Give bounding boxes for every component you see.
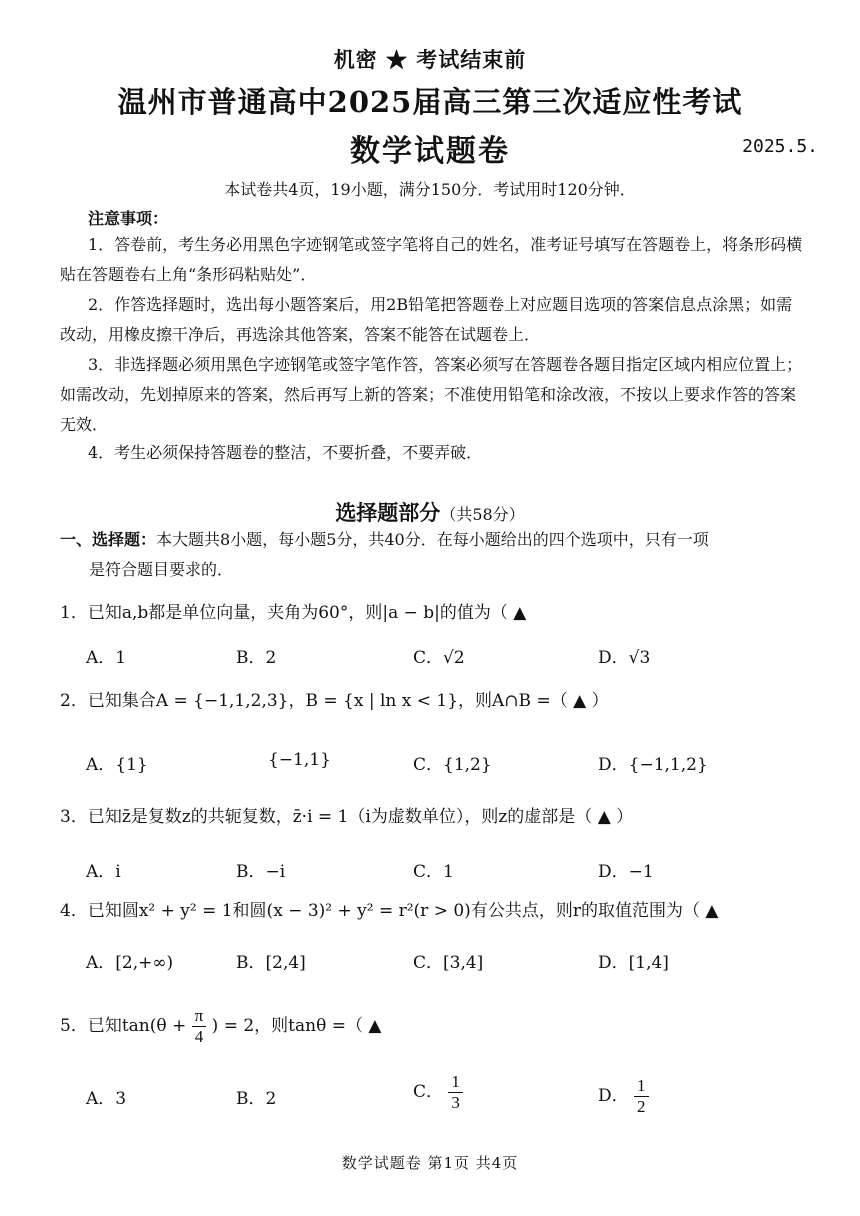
- question-5-option-c-fraction: [448, 1072, 463, 1113]
- note-item-1: 1．答卷前，考生务必用黑色字迹钢笔或签字笔将自己的姓名，准考证号填写在答题卷上，将条形码横贴在答题卷右上角“条形码粘贴处”．: [60, 235, 803, 284]
- question-5-option-c: [413, 1072, 463, 1113]
- question-5-option-c-label: C．: [413, 1082, 444, 1102]
- exam-subtitle: 数学试题卷: [350, 134, 510, 169]
- section-title: [0, 497, 860, 527]
- exam-title: 温州市普通高中2025届高三第三次适应性考试: [117, 85, 743, 119]
- question-2-stem: 2．已知集合A = {−1,1,2,3}，B = {x | ln x < 1}，则A∩B =（ ▲ ）: [60, 691, 609, 711]
- exam-date: 2025.5.: [742, 136, 818, 157]
- note-item-2: 2．作答选择题时，选出每小题答案后，用2B铅笔把答题卷上对应题目选项的答案信息点涂黑；如需改动，用橡皮擦干净后，再选涂其他答案，答案不能答在试题卷上．: [60, 295, 793, 344]
- question-3-option-d: D．−1: [598, 862, 654, 882]
- question-2-option-c: C．{1,2}: [413, 755, 492, 775]
- question-4-option-d: D．[1,4]: [598, 953, 669, 973]
- note-item-4: 4．考生必须保持答题卷的整洁，不要折叠，不要弄破．: [88, 443, 483, 462]
- question-5-option-d-denominator: 2: [637, 1097, 646, 1116]
- question-5-option-c-denominator: 3: [451, 1093, 460, 1112]
- question-5-stem-post: ) = 2，则tanθ =（ ▲: [211, 1016, 382, 1036]
- question-5-option-c-numerator: 1: [448, 1072, 463, 1093]
- exam-intro: 本试卷共4页，19小题，满分150分．考试用时120分钟．: [224, 180, 636, 199]
- question-5-fraction: [192, 1006, 207, 1047]
- question-5-option-a: A．3: [86, 1089, 127, 1109]
- question-1-option-b: B．2: [236, 648, 277, 668]
- question-1-stem: 1．已知a,b都是单位向量，夹角为60°，则|a − b|的值为（ ▲: [60, 603, 527, 623]
- question-5-fraction-denominator: 4: [194, 1027, 204, 1046]
- question-5-option-d-label: D．: [598, 1086, 629, 1106]
- part-heading: [60, 525, 810, 585]
- question-2-option-a: A．{1}: [86, 755, 148, 775]
- question-4-option-c: C．[3,4]: [413, 953, 484, 973]
- confidential-notice: 机密 ★ 考试结束前: [333, 47, 527, 72]
- question-1-option-c: C．√2: [413, 648, 465, 668]
- question-2-option-b: {−1,1}: [268, 750, 331, 770]
- section-score: （共58分）: [440, 505, 525, 524]
- question-5-fraction-numerator: π: [192, 1006, 207, 1027]
- question-3-stem: 3．已知z̄是复数z的共轭复数，z̄·i = 1（i为虚数单位），则z的虚部是（ ▲ ）: [60, 807, 634, 827]
- question-4-stem: 4．已知圆x² + y² = 1和圆(x − 3)² + y² = r²(r > 0)有公共点，则r的取值范围为（ ▲: [60, 901, 719, 921]
- page-footer: 数学试题卷 第1页 共4页: [341, 1154, 519, 1172]
- question-4-option-a: A．[2,+∞): [86, 953, 174, 973]
- question-5-stem-pre: 5．已知tan(θ +: [60, 1016, 187, 1036]
- question-3-option-b: B．−i: [236, 862, 286, 882]
- question-2-option-d: D．{−1,1,2}: [598, 755, 708, 775]
- question-1-option-d: D．√3: [598, 648, 651, 668]
- question-3-option-a: A．i: [86, 862, 121, 882]
- question-5-option-d-numerator: 1: [634, 1076, 649, 1097]
- part-lead: 一、选择题：: [60, 530, 157, 549]
- notes-heading: 注意事项：: [88, 209, 169, 228]
- question-5-option-d-fraction: [634, 1076, 649, 1117]
- question-5-option-b: B．2: [236, 1089, 277, 1109]
- question-5-option-d: [598, 1076, 649, 1117]
- question-1-option-a: A．1: [86, 648, 127, 668]
- question-3-option-c: C．1: [413, 862, 454, 882]
- part-text-1: 本大题共8小题，每小题5分，共40分．在每小题给出的四个选项中，只有一项: [156, 530, 709, 549]
- question-5-stem: [60, 1006, 381, 1047]
- question-4-option-b: B．[2,4]: [236, 953, 306, 973]
- part-text-2: 是符合题目要求的．: [89, 560, 234, 579]
- note-item-3: 3．非选择题必须用黑色字迹钢笔或签字笔作答，答案必须写在答题卷各题目指定区域内相应位置上；如需改动，先划掉原来的答案，然后再写上新的答案；不准使用铅笔和涂改液，不按以上要求作答的答案无效．: [60, 355, 803, 434]
- section-title-text: 选择题部分: [335, 500, 441, 525]
